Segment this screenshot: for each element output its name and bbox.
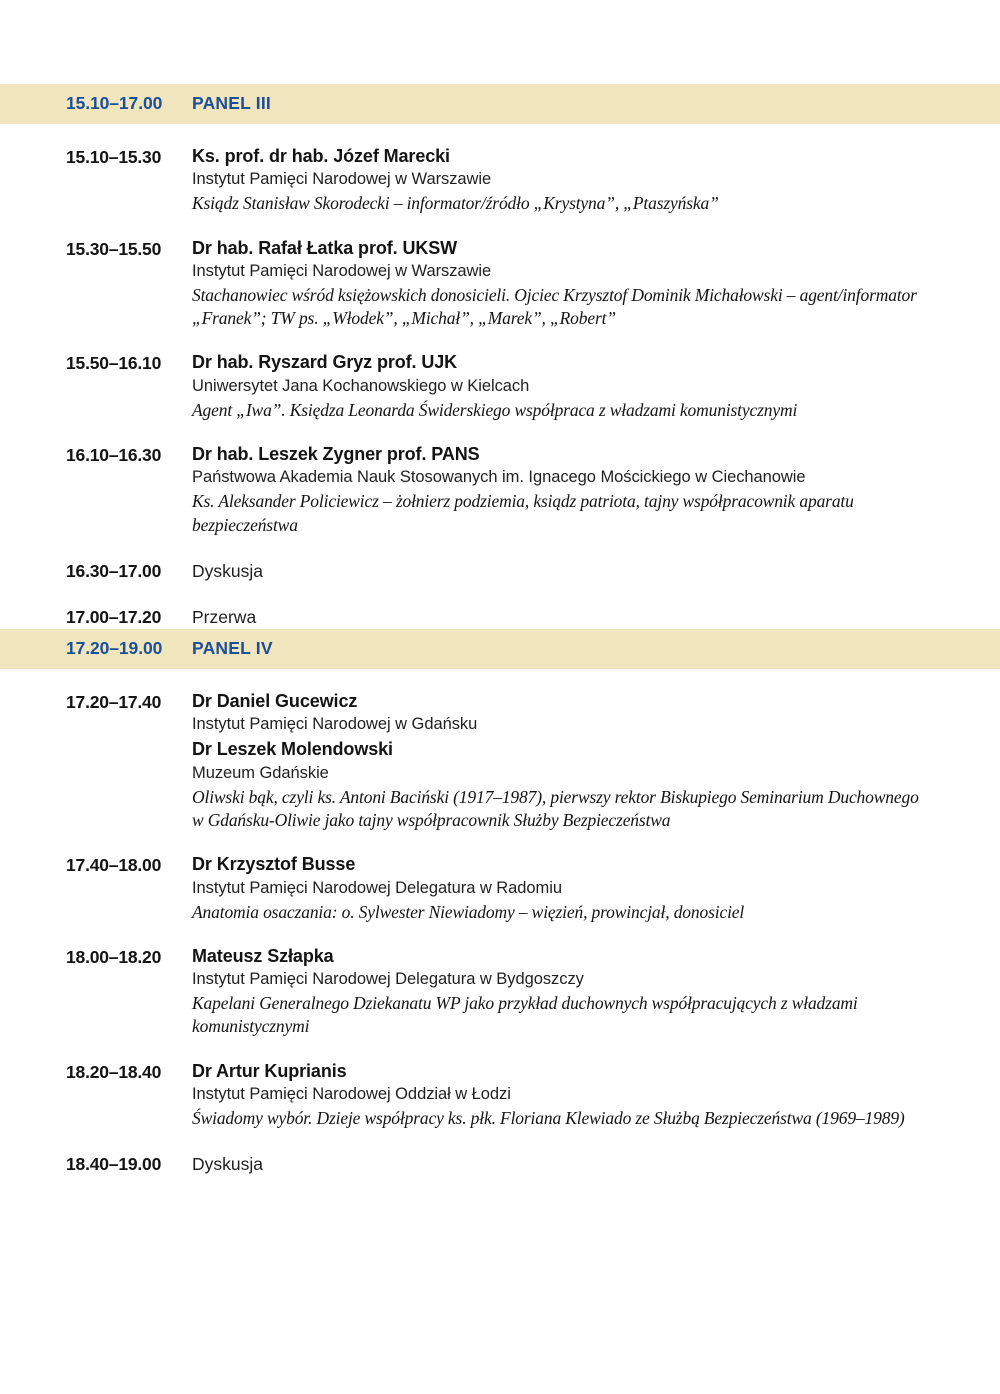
entry-body — [192, 145, 1000, 216]
speaker-name: Dr Krzysztof Busse — [192, 854, 356, 875]
paper-title: Ks. Aleksander Policiewicz – żołnierz podziemia, ksiądz patriota, tajny współpracownik aparatu bezpieczeństwa — [192, 491, 854, 535]
speaker-affiliation: Instytut Pamięci Narodowej w Gdańsku — [192, 715, 478, 734]
speaker-name: Dr Daniel Gucewicz — [192, 691, 358, 712]
speaker-affiliation: Państwowa Akademia Nauk Stosowanych im. Ignacego Mościckiego w Ciechanowie — [192, 468, 806, 487]
program-entry — [66, 422, 1000, 537]
paper-title: Ksiądz Stanisław Skorodecki – informator/źródło „Krystyna”, „Ptaszyńska” — [192, 193, 719, 214]
entry-body — [192, 559, 1000, 583]
entry-time: 15.50–16.10 — [66, 353, 162, 374]
entry-body — [192, 237, 1000, 331]
panel-entries — [0, 669, 1000, 1176]
panel-header-band — [0, 84, 1000, 124]
speaker-name: Ks. prof. dr hab. Józef Marecki — [192, 146, 450, 166]
panel-entries — [0, 124, 1000, 629]
program-entry — [66, 1130, 1000, 1176]
speaker-name: Dr hab. Leszek Zygner prof. PANS — [192, 444, 480, 465]
entry-time: 17.00–17.20 — [66, 607, 162, 627]
panel-header-time: 17.20–19.00 — [66, 638, 163, 659]
program-entry — [66, 832, 1000, 924]
entry-body — [192, 1060, 1000, 1131]
session-label: Przerwa — [192, 607, 257, 627]
speaker-affiliation: Muzeum Gdańskie — [192, 763, 329, 782]
panel-list — [0, 84, 1000, 1176]
program-entry — [66, 924, 1000, 1039]
entry-body — [192, 443, 1000, 537]
paper-title: Agent „Iwa”. Księdza Leonarda Świderskiego współpraca z władzami komunistycznymi — [192, 399, 798, 420]
speaker-affiliation: Instytut Pamięci Narodowej w Warszawie — [192, 170, 492, 189]
speaker-affiliation: Instytut Pamięci Narodowej Oddział w Łodzi — [192, 1085, 511, 1104]
program-entry — [66, 583, 1000, 629]
speaker-name: Dr Artur Kuprianis — [192, 1060, 347, 1081]
paper-title: Świadomy wybór. Dzieje współpracy ks. płk. Floriana Klewiado ze Służbą Bezpieczeństwa (1969–1989) — [192, 1108, 905, 1129]
speaker-affiliation: Uniwersytet Jana Kochanowskiego w Kielcach — [192, 376, 530, 395]
panel-header-time: 15.10–17.00 — [66, 93, 163, 113]
speaker-name: Dr hab. Ryszard Gryz prof. UJK — [192, 352, 458, 373]
paper-title: Anatomia osaczania: o. Sylwester Niewiadomy – więzień, prowincjał, donosiciel — [192, 901, 745, 922]
paper-title: Oliwski bąk, czyli ks. Antoni Baciński (1917–1987), pierwszy rektor Biskupiego Seminarium Duchownego w Gdańsku-Oliwie jako tajny współpracownik Służby Bezpieczeństwa — [192, 786, 919, 831]
speaker-affiliation: Instytut Pamięci Narodowej Delegatura w Radomiu — [192, 878, 562, 897]
entry-body — [192, 605, 1000, 629]
program-entry — [66, 216, 1000, 331]
program-entry — [66, 330, 1000, 422]
entry-time: 17.20–17.40 — [66, 692, 162, 713]
session-label: Dyskusja — [192, 560, 263, 581]
program-entry — [66, 669, 1000, 832]
program-entry — [66, 537, 1000, 583]
entry-time: 16.30–17.00 — [66, 560, 162, 581]
speaker-name: Dr Leszek Molendowski — [192, 739, 393, 760]
session-label: Dyskusja — [192, 1154, 263, 1175]
entry-time: 17.40–18.00 — [66, 855, 162, 876]
entry-body — [192, 690, 1000, 832]
entry-time: 18.20–18.40 — [66, 1061, 162, 1082]
speaker-name: Mateusz Szłapka — [192, 945, 334, 966]
entry-time: 16.10–16.30 — [66, 445, 162, 466]
entry-body — [192, 351, 1000, 422]
paper-title: Kapelani Generalnego Dziekanatu WP jako przykład duchownych współpracujących z władzami komunistycznymi — [192, 993, 858, 1037]
speaker-affiliation: Instytut Pamięci Narodowej w Warszawie — [192, 261, 492, 280]
entry-body — [192, 1152, 1000, 1176]
panel-header-band — [0, 629, 1000, 669]
panel-header-title: PANEL III — [192, 93, 271, 113]
paper-title: Stachanowiec wśród księżowskich donosicieli. Ojciec Krzysztof Dominik Michałowski – agent/informator „Franek”; TW ps. „Włodek”, „Michał”, „Marek”, „Robert” — [192, 284, 917, 329]
entry-time: 15.10–15.30 — [66, 147, 162, 167]
entry-time: 18.40–19.00 — [66, 1154, 162, 1175]
entry-body — [192, 853, 1000, 924]
entry-time: 18.00–18.20 — [66, 946, 162, 967]
panel-header-title: PANEL IV — [192, 638, 273, 659]
speaker-affiliation: Instytut Pamięci Narodowej Delegatura w Bydgoszczy — [192, 970, 584, 989]
entry-time: 15.30–15.50 — [66, 238, 162, 259]
program-entry — [66, 124, 1000, 216]
program-entry — [66, 1039, 1000, 1131]
entry-body — [192, 945, 1000, 1039]
speaker-name: Dr hab. Rafał Łatka prof. UKSW — [192, 237, 458, 258]
